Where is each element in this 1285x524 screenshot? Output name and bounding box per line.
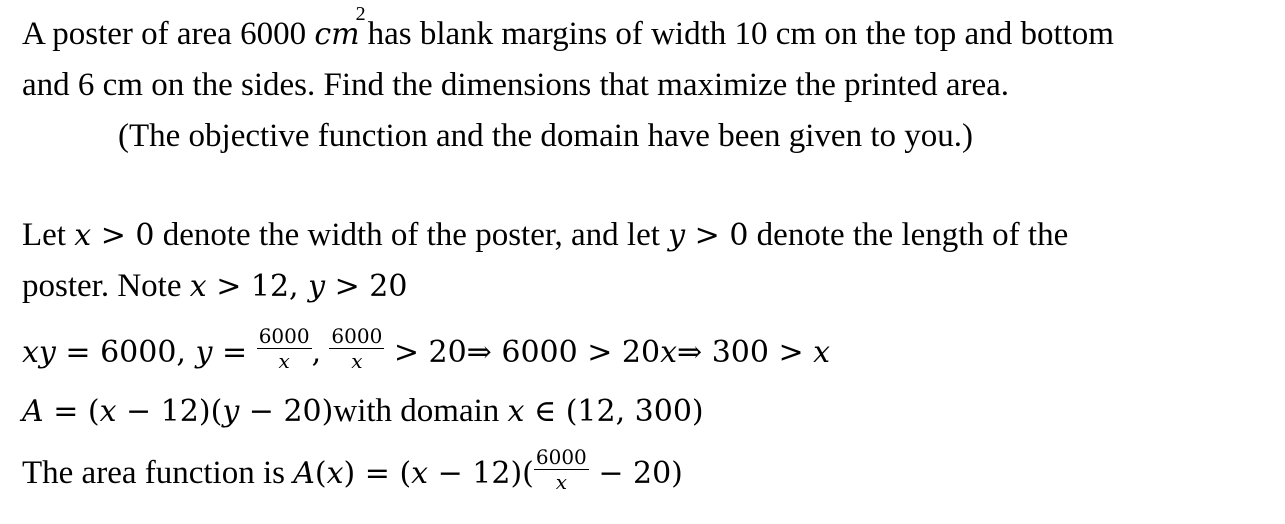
math-text: = 6000,	[55, 335, 196, 371]
solution-line-3	[22, 324, 831, 379]
solution-text: poster. Note	[22, 268, 190, 304]
math-text: > 12,	[206, 269, 309, 304]
math-text: − 20)	[239, 394, 334, 429]
solution-line-4	[22, 391, 704, 432]
var-x: x	[99, 394, 117, 429]
fraction-numerator: 6000	[535, 445, 587, 469]
solution-line-1	[22, 215, 1068, 256]
var-x: x	[660, 335, 678, 371]
unit-exponent: 2	[355, 3, 366, 25]
var-A: A	[22, 394, 44, 429]
var-y: y	[668, 218, 686, 253]
problem-text: A poster of area 6000	[22, 16, 315, 52]
solution-text: Let	[22, 217, 75, 253]
solution-line-2	[22, 266, 407, 307]
fraction-numerator: 6000	[331, 324, 383, 348]
problem-line-2	[22, 65, 1009, 105]
math-text: (	[314, 456, 327, 492]
fraction-6000-over-x	[534, 445, 589, 494]
math-text: > 0	[685, 218, 749, 253]
math-text: − 12)(	[116, 394, 223, 429]
fraction-numerator: 6000	[258, 324, 310, 348]
var-y: y	[222, 394, 240, 429]
solution-text: The area function is	[22, 455, 294, 492]
fraction-denominator: x	[351, 349, 363, 373]
unit-cm: cm	[314, 17, 360, 52]
var-x: x	[507, 394, 525, 429]
math-text: =	[212, 335, 257, 371]
var-x: x	[74, 218, 92, 253]
var-x: x	[326, 456, 344, 492]
math-text: = (	[43, 394, 100, 429]
math-text: > 0	[91, 218, 155, 253]
solution-text: denote the length of the	[748, 217, 1069, 253]
solution-text: with domain	[333, 393, 508, 429]
math-text: ⇒ 300 >	[677, 335, 814, 371]
var-y: y	[195, 335, 213, 371]
problem-line-1	[22, 3, 1114, 58]
math-text: − 20)	[588, 456, 683, 492]
math-text: − 12)(	[428, 456, 534, 492]
var-x: x	[189, 269, 207, 304]
problem-text: and 6 cm on the sides. Find the dimensions that maximize the printed area.	[22, 67, 1010, 103]
solution-text: denote the width of the poster, and let	[154, 217, 669, 253]
math-text: > 20	[325, 269, 408, 304]
problem-note: (The objective function and the domain have been given to you.)	[118, 118, 973, 154]
fraction-6000-over-x	[257, 324, 312, 373]
var-xy: xy	[22, 335, 56, 371]
math-text: > 20⇒ 6000 > 20	[384, 335, 661, 371]
solution-line-5	[22, 445, 683, 500]
var-y: y	[308, 269, 326, 304]
problem-text: has blank margins of width 10 cm on the top and bottom	[367, 16, 1114, 52]
var-x: x	[813, 335, 831, 371]
var-A: A	[293, 456, 315, 492]
var-x: x	[411, 456, 429, 492]
fraction-denominator: x	[278, 349, 290, 373]
math-text: ) = (	[343, 456, 412, 492]
math-text: ,	[311, 335, 322, 371]
fraction-6000-over-x	[329, 324, 384, 373]
fraction-denominator: x	[555, 470, 567, 494]
problem-line-3	[118, 116, 973, 156]
math-text: ∈ (12, 300)	[524, 394, 704, 429]
